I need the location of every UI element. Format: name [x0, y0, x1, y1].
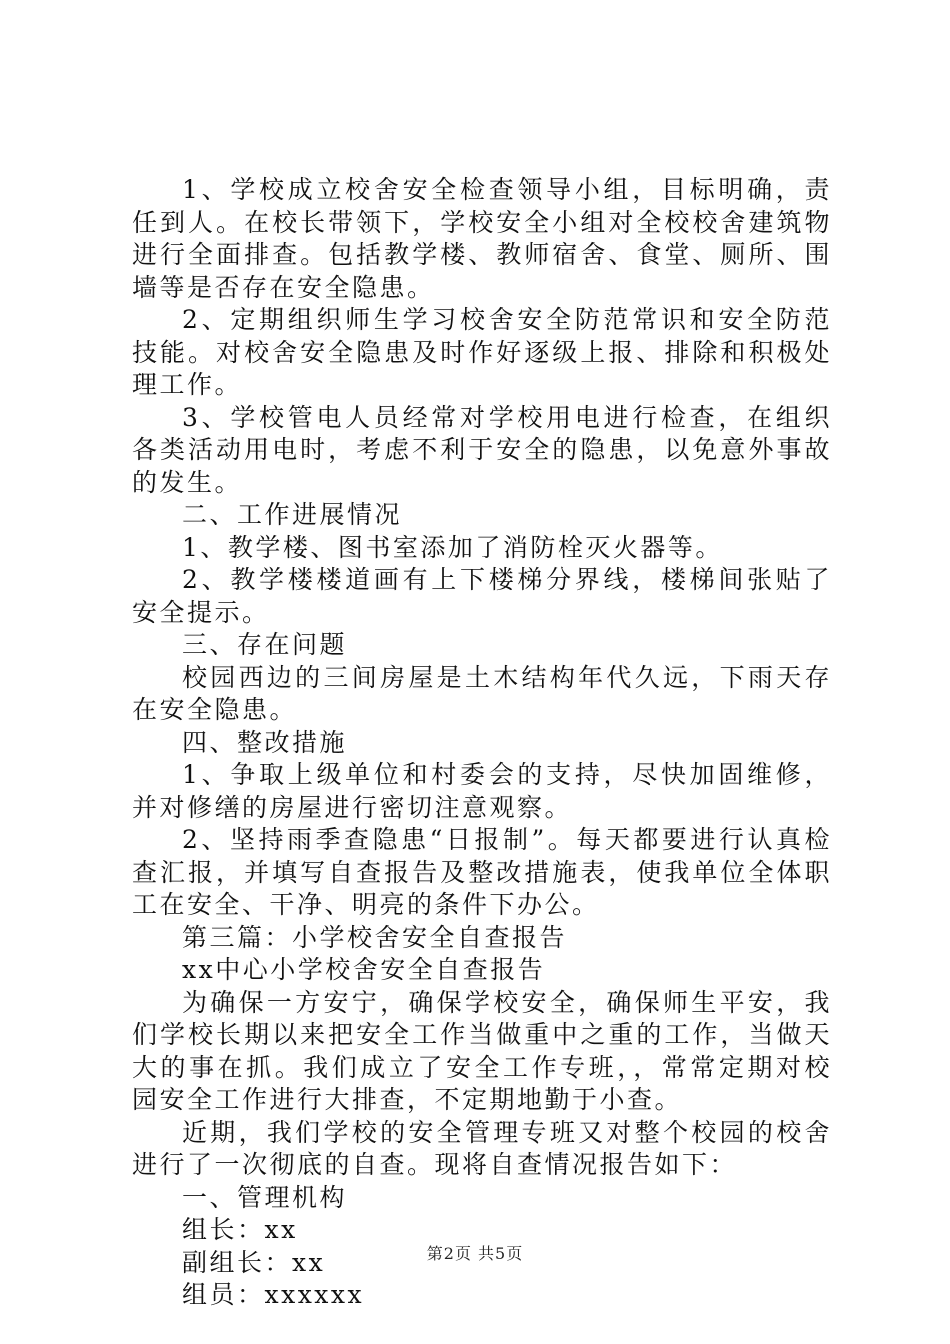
chapter-title: 第三篇：小学校舍安全自查报告 [182, 922, 568, 952]
document-body [132, 174, 832, 1312]
paragraph: 2、教学楼楼道画有上下楼梯分界线，楼梯间张贴了安全提示。 [132, 565, 832, 627]
paragraph: 2、坚持雨季查隐患“日报制”。每天都要进行认真检查汇报，并填写自查报告及整改措施表，使我单位全体职工在安全、干净、明亮的条件下办公。 [132, 825, 832, 919]
section-heading: 三、存在问题 [182, 630, 348, 659]
report-title: xx中心小学校舍安全自查报告 [182, 955, 546, 984]
paragraph: 校园西边的三间房屋是土木结构年代久远，下雨天存在安全隐患。 [132, 662, 832, 724]
list-item: 组长：xx [182, 1215, 298, 1244]
paragraph: 1、教学楼、图书室添加了消防栓灭火器等。 [182, 532, 723, 562]
list-item: 组员：xxxxxx [182, 1280, 365, 1309]
section-heading: 四、整改措施 [182, 727, 348, 757]
paragraph: 2、定期组织师生学习校舍安全防范常识和安全防范技能。对校舍安全隐患及时作好逐级上报、排除和积极处理工作。 [132, 305, 832, 399]
paragraph: 近期，我们学校的安全管理专班又对整个校园的校舍进行了一次彻底的自查。现将自查情况报告如下： [132, 1117, 832, 1179]
paragraph: 为确保一方安宁，确保学校安全，确保师生平安，我们学校长期以来把安全工作当做重中之重的工作，当做天大的事在抓。我们成立了安全工作专班，，常常定期对校园安全工作进行大排查，不定期地勤于小查。 [132, 987, 832, 1114]
section-heading: 一、管理机构 [182, 1182, 348, 1212]
paragraph: 3、学校管电人员经常对学校用电进行检查，在组织各类活动用电时，考虑不利于安全的隐患，以免意外事故的发生。 [132, 402, 832, 497]
list-item: 副组长：xx [182, 1247, 326, 1277]
paragraph: 1、学校成立校舍安全检查领导小组，目标明确，责任到人。在校长带领下，学校安全小组对全校校舍建筑物进行全面排查。包括教学楼、教师宿舍、食堂、厕所、围墙等是否存在安全隐患。 [132, 175, 832, 302]
page-number-footer: 第2页 共5页 [426, 1244, 524, 1263]
paragraph: 1、争取上级单位和村委会的支持，尽快加固维修，并对修缮的房屋进行密切注意观察。 [132, 760, 832, 822]
section-heading: 二、工作进展情况 [182, 500, 403, 529]
